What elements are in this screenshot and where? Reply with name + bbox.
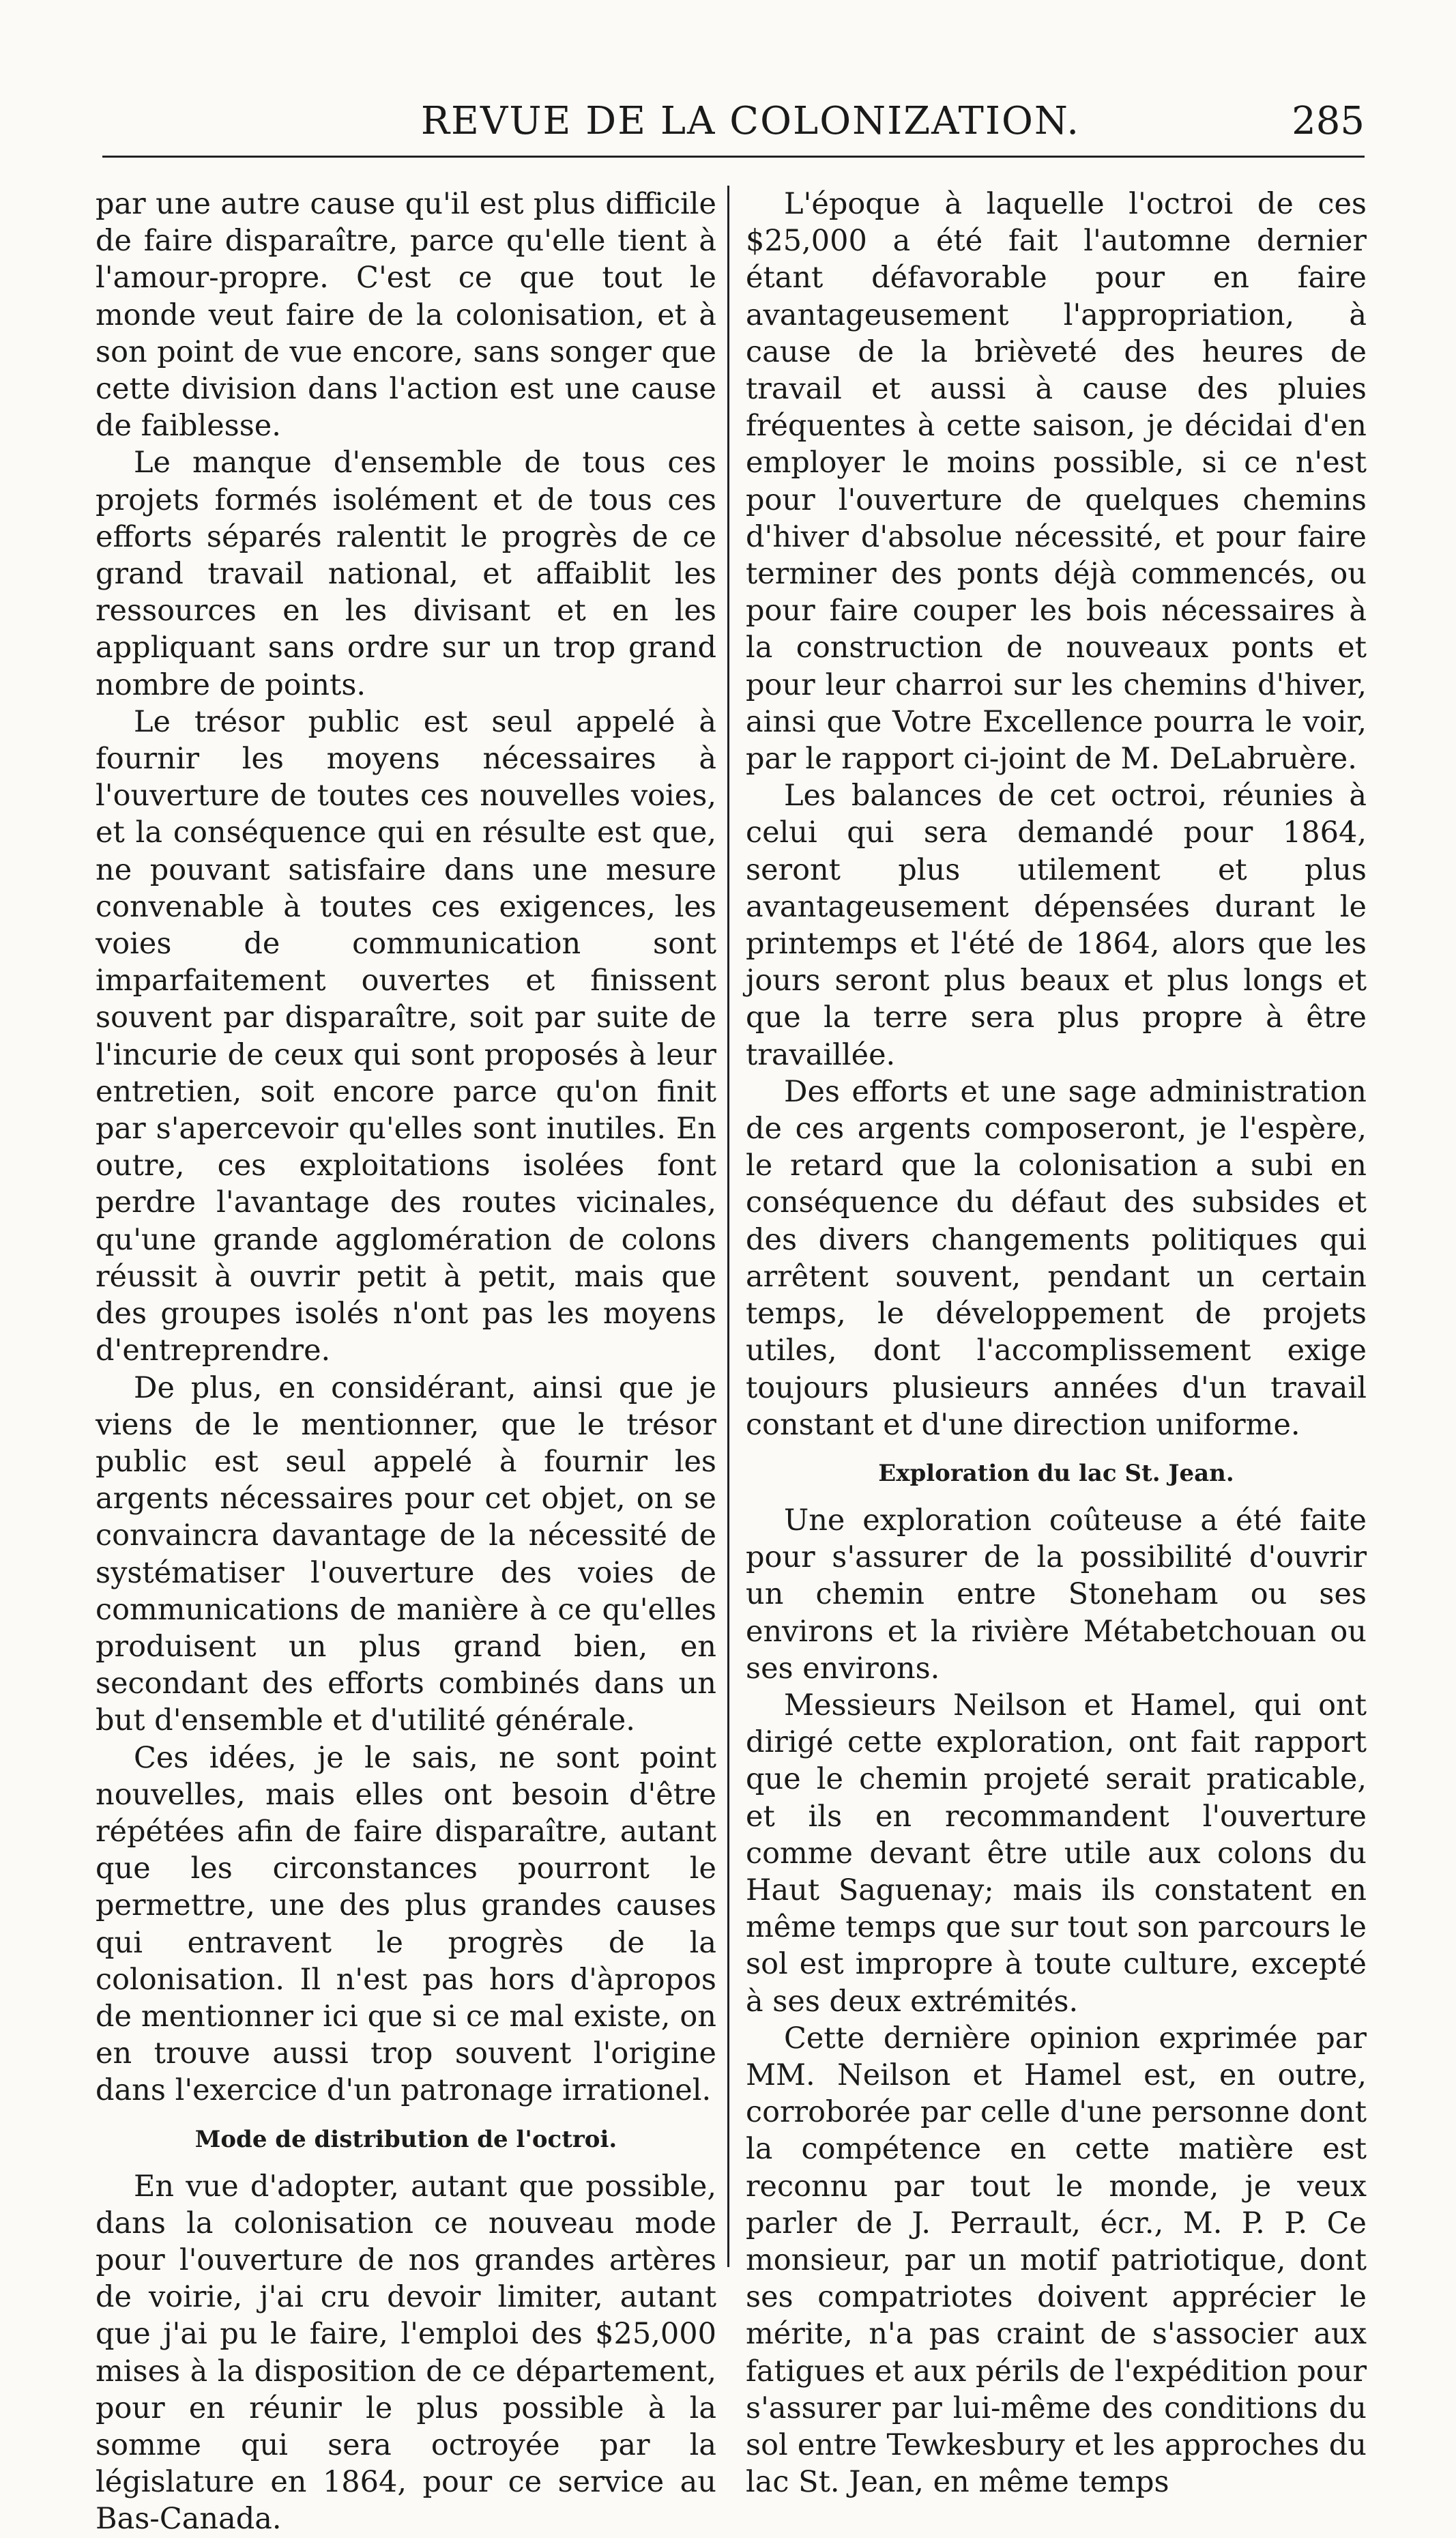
column-divider — [727, 186, 729, 2267]
paragraph: De plus, en considérant, ainsi que je viens de le mentionner, que le trésor public est seul appelé à fournir les argents nécessaires pour cet objet, on se convaincra davantage de la nécessité de systématiser l'ouverture des voies de communications de manière à ce qu'elles produisent un plus grand bien, en secondant des efforts combinés dans un but d'ensemble et d'utilité générale. — [96, 1370, 716, 1738]
section-heading: Mode de distribution de l'octroi. — [194, 2125, 617, 2153]
paragraph: Cette dernière opinion exprimée par MM. Neilson et Hamel est, en outre, corroborée par celle d'une personne dont la compétence en cette matière est reconnu par tout le monde, je veux parler de J. Perrault, écr., M. P. P. Ce monsieur, par un motif patriotique, dont ses compatriotes doivent apprécier le mérite, n'a pas craint de s'associer aux fatigues et aux périls de l'expédition pour s'assurer par lui-même des conditions du sol entre Tewkesbury et les approches du lac St. Jean, en même temps — [746, 2021, 1367, 2500]
paragraph: Les balances de cet octroi, réunies à celui qui sera demandé pour 1864, seront plus utilement et plus avantageusement dépensées durant le printemps et l'été de 1864, alors que les jours seront plus beaux et plus longs et que la terre sera plus propre à être travaillée. — [746, 779, 1367, 1072]
paragraph: Ces idées, je le sais, ne sont point nouvelles, mais elles ont besoin d'être répétées afin de faire disparaître, autant que les circonstances pourront le permettre, une des plus grandes causes qui entravent le progrès de la colonisation. Il n'est pas hors d'àpropos de mentionner ici que si ce mal existe, on en trouve aussi trop souvent l'origine dans l'exercice d'un patronage irrationel. — [96, 1740, 716, 2108]
page-header — [102, 94, 1365, 158]
paragraph: Le trésor public est seul appelé à fournir les moyens nécessaires à l'ouverture de toutes ces nouvelles voies, et la conséquence qui en résulte est que, ne pouvant satisfaire dans une mesure convenable à toutes ces exigences, les voies de communication sont imparfaitement ouvertes et finissent souvent par disparaître, soit par suite de l'incurie de ceux qui sont proposés à leur entretien, soit encore parce qu'on finit par s'apercevoir qu'elles sont inutiles. En outre, ces exploitations isolées font perdre l'avantage des routes vicinales, qu'une grande agglomération de colons réussit à ouvrir petit à petit, mais que des groupes isolés n'ont pas les moyens d'entreprendre. — [96, 704, 716, 1368]
paragraph: En vue d'adopter, autant que possible, dans la colonisation ce nouveau mode pour l'ouverture de nos grandes artères de voirie, j'ai cru devoir limiter, autant que j'ai pu le faire, l'emploi des $25,000 mises à la disposition de ce département, pour en réunir le plus possible à la somme qui sera octroyée par la législature en 1864, pour ce service au Bas-Canada. — [96, 2169, 716, 2537]
paragraph: Des efforts et une sage administration de ces argents composeront, je l'espère, le retard que la colonisation a subi en conséquence du défaut des subsides et des divers changements politiques qui arrêtent souvent, pendant un certain temps, le développement de projets utiles, dont l'accomplissement exige toujours plusieurs années d'un travail constant et d'une direction uniforme. — [746, 1074, 1367, 1442]
running-title: REVUE DE LA COLONIZATION. — [420, 99, 1081, 143]
paragraph: Le manque d'ensemble de tous ces projets formés isolément et de tous ces efforts séparés ralentit le progrès de ce grand travail national, et affaiblit les ressources en les divisant et en les appliquant sans ordre sur un trop grand nombre de points. — [96, 446, 716, 702]
paragraph: Une exploration coûteuse a été faite pour s'assurer de la possibilité d'ouvrir un chemin entre Stoneham ou ses environs et la rivière Métabetchouan ou ses environs. — [746, 1503, 1367, 1686]
right-column — [746, 186, 1367, 2500]
section-heading: Exploration du lac St. Jean. — [878, 1459, 1234, 1487]
left-column — [96, 186, 716, 2537]
page-number: 285 — [1292, 99, 1365, 143]
paragraph: par une autre cause qu'il est plus difficile de faire disparaître, parce qu'elle tient à l'amour-propre. C'est ce que tout le monde veut faire de la colonisation, et à son point de vue encore, sans songer que cette division dans l'action est une cause de faiblesse. — [96, 187, 716, 444]
paragraph: L'époque à laquelle l'octroi de ces $25,000 a été fait l'automne dernier étant défavorable pour en faire avantageusement l'appropriation, à cause de la brièveté des heures de travail et aussi à cause des pluies fréquentes à cette saison, je décidai d'en employer le moins possible, si ce n'est pour l'ouverture de quelques chemins d'hiver d'absolue nécessité, et pour faire terminer des ponts déjà commencés, ou pour faire couper les bois nécessaires à la construction de nouveaux ponts et pour leur charroi sur les chemins d'hiver, ainsi que Votre Excellence pourra le voir, par le rapport ci-joint de M. DeLabruère. — [746, 187, 1367, 777]
paragraph: Messieurs Neilson et Hamel, qui ont dirigé cette exploration, ont fait rapport que le chemin projeté serait praticable, et ils en recommandent l'ouverture comme devant être utile aux colons du Haut Saguenay; mais ils constatent en même temps que sur tout son parcours le sol est impropre à toute culture, excepté à ses deux extrémités. — [746, 1688, 1367, 2019]
